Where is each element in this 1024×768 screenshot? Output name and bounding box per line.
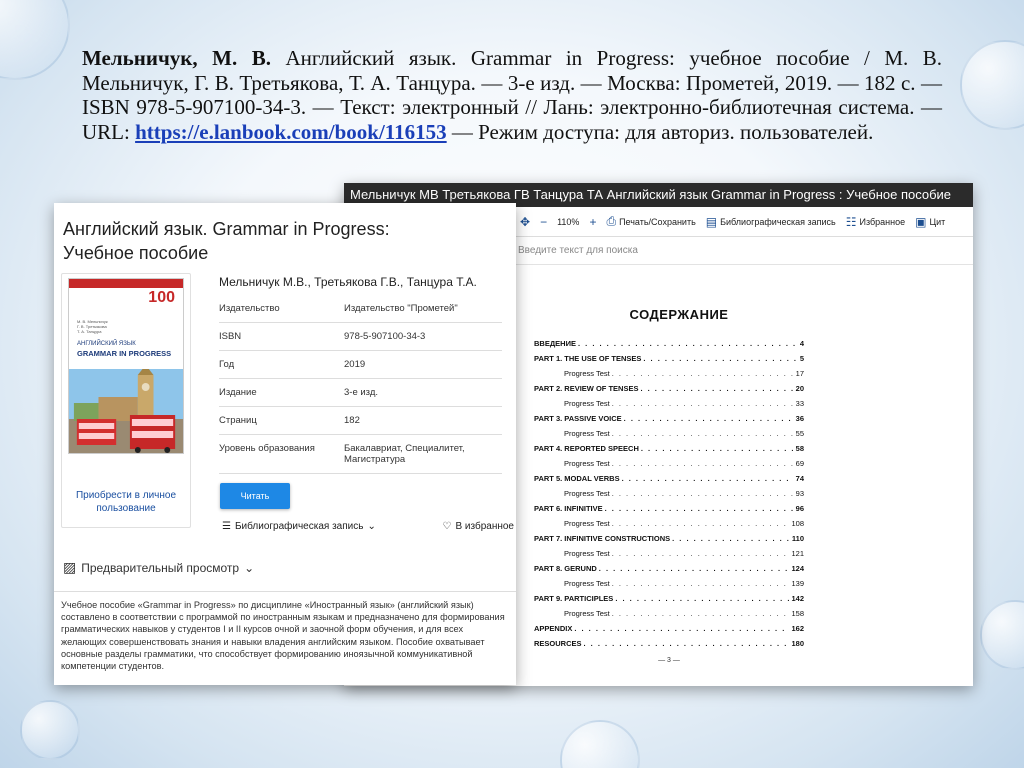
print-button[interactable] (606, 214, 695, 229)
toc-page-ref: 74 (795, 474, 804, 483)
divider (54, 591, 516, 592)
reader-title-bar: Мельничук МВ Третьякова ГВ Танцура ТА Английский язык Grammar in Progress : Учебное пособие (344, 183, 973, 207)
book-card (54, 203, 516, 685)
toc-dots (612, 396, 794, 411)
book-title (63, 217, 390, 265)
toc-row[interactable] (534, 336, 804, 351)
printer-icon: ⎙ (606, 214, 617, 228)
toc-label: PART 7. INFINITIVE CONSTRUCTIONS (534, 534, 671, 543)
toc-page-ref: 121 (791, 549, 804, 558)
toc-row[interactable] (534, 426, 804, 441)
add-favorite-button[interactable] (443, 521, 515, 532)
toc-dots (574, 621, 789, 636)
meta-key: Издание (219, 387, 257, 398)
chevron-down-icon: ⌄ (367, 521, 376, 532)
decor-bubble (980, 600, 1024, 670)
meta-value: 3-е изд. (344, 387, 379, 398)
toc-dots (643, 351, 797, 366)
toc-row[interactable] (534, 456, 804, 471)
toc-page-ref: 4 (799, 339, 804, 348)
meta-value: 978-5-907100-34-3 (344, 331, 426, 342)
book-cover[interactable] (68, 278, 184, 454)
toc-page-ref: 139 (791, 579, 804, 588)
favorite-text: В избранное (455, 521, 514, 532)
list-icon: ☰ (222, 521, 231, 532)
toc-dots (622, 471, 794, 486)
meta-row (219, 407, 502, 435)
cover-badge: 100 (148, 289, 175, 306)
meta-row (219, 323, 502, 351)
toc-page-ref: 158 (791, 609, 804, 618)
meta-row (219, 351, 502, 379)
cover-strip (69, 279, 183, 293)
toc-dots (672, 531, 790, 546)
favorites-button[interactable] (846, 215, 905, 229)
toc-dots (578, 336, 798, 351)
cite-button[interactable] (915, 215, 945, 229)
toc-row[interactable] (534, 546, 804, 561)
cover-author: Г. В. Третьякова (77, 324, 107, 329)
toc-page-ref: 33 (795, 399, 804, 408)
cover-authors (77, 319, 108, 334)
meta-value: Бакалавриат, Специалитет, Магистратура (344, 443, 465, 465)
citation-author: Мельничук, М. В. (82, 46, 271, 70)
meta-value: 182 (344, 415, 360, 426)
toc-label: Progress Test (564, 429, 610, 438)
toc-label: Progress Test (564, 459, 610, 468)
zoom-level: 110% (557, 216, 580, 227)
toc-row[interactable] (534, 516, 804, 531)
toc-page-ref: 58 (795, 444, 804, 453)
zoom-in-icon[interactable]: + (589, 214, 597, 229)
toc-dots (640, 381, 793, 396)
toc-list (534, 336, 804, 651)
toc-page-ref: 93 (795, 489, 804, 498)
meta-key: Страниц (219, 415, 257, 426)
toc-row[interactable] (534, 486, 804, 501)
quote-icon: ▣ (915, 214, 927, 229)
toc-label: APPENDIX (534, 624, 573, 633)
toc-label: PART 2. REVIEW OF TENSES (534, 384, 639, 393)
toc-row[interactable] (534, 561, 804, 576)
cover-title2: GRAMMAR IN PROGRESS (77, 349, 172, 358)
toc-page-ref: 17 (795, 369, 804, 378)
meta-value: 2019 (344, 359, 366, 370)
chevron-down-icon: ⌄ (244, 560, 255, 575)
book-title-line1: Английский язык. Grammar in Progress: (63, 219, 390, 239)
toc-label: Progress Test (564, 399, 610, 408)
toc-dots (599, 561, 790, 576)
toc-label: RESOURCES (534, 639, 582, 648)
citation-text (82, 46, 942, 144)
toc-label: Progress Test (564, 549, 610, 558)
toc-row[interactable] (534, 621, 804, 636)
table-of-contents (534, 307, 804, 664)
toc-row[interactable] (534, 366, 804, 381)
page-number: — 3 — (658, 657, 680, 664)
toc-row[interactable] (534, 411, 804, 426)
book-description: Учебное пособие «Grammar in Progress» по дисциплине «Иностранный язык» (английский язык) составлено в соответствии с программой по иностранным языкам и предназначено для формирования грамматических навыков у студентов I и II курсов очной и заочной форм обучения, и для всех желающих совершенствовать знания и навыки владения английским языком. Пособие охватывает основные разделы грамматики, что способствует формированию иноязычной коммуникативной компетенции студентов. (61, 600, 505, 672)
cover-author: М. В. Мельничук (77, 319, 108, 324)
book-authors: Мельничук М.В., Третьякова Г.В., Танцура Т.А. (219, 275, 477, 289)
buy-link[interactable]: Приобрести в личное пользование (75, 490, 177, 514)
toc-dots (641, 441, 794, 456)
toc-label: ВВЕДЕНИЕ (534, 339, 576, 348)
card-actions (222, 521, 514, 532)
meta-key: Издательство (219, 303, 280, 314)
toc-page-ref: 69 (795, 459, 804, 468)
toc-row[interactable] (534, 531, 804, 546)
toc-page-ref: 162 (791, 624, 804, 633)
bib-record-button[interactable] (706, 215, 836, 229)
toc-page-ref: 55 (795, 429, 804, 438)
toc-row[interactable] (534, 441, 804, 456)
toc-row[interactable] (534, 351, 804, 366)
toc-page-ref: 180 (791, 639, 804, 648)
toc-dots (612, 486, 794, 501)
print-label: Печать/Сохранить (619, 216, 696, 227)
toc-page-ref: 110 (791, 534, 804, 543)
toc-label: PART 9. PARTICIPLES (534, 594, 614, 603)
toc-row[interactable] (534, 606, 804, 621)
toc-page-ref: 36 (795, 414, 804, 423)
bib-record-toggle[interactable] (222, 521, 376, 532)
cover-panel (61, 273, 191, 528)
toc-page-ref: 124 (791, 564, 804, 573)
toc-row[interactable] (534, 501, 804, 516)
toc-row[interactable] (534, 636, 804, 651)
bib-record-text: Библиографическая запись (234, 521, 364, 532)
cover-title1: АНГЛИЙСКИЙ ЯЗЫК (77, 341, 136, 347)
meta-key: ISBN (219, 331, 242, 342)
citation-url-link[interactable]: https://e.lanbook.com/book/116153 (135, 119, 447, 144)
bookmarks-icon: ☷ (845, 214, 857, 229)
toc-page-ref: 20 (795, 384, 804, 393)
favorites-label: Избранное (859, 216, 906, 227)
meta-value: Издательство "Прометей" (344, 303, 458, 314)
cite-label: Цит (929, 216, 946, 227)
toc-label: PART 4. REPORTED SPEECH (534, 444, 639, 453)
heart-icon: ♡ (442, 521, 452, 532)
book-meta-table (219, 295, 502, 474)
toc-page-ref: 5 (799, 354, 804, 363)
toc-dots (612, 516, 790, 531)
preview-toggle[interactable] (63, 559, 254, 576)
image-icon: ▨ (63, 559, 77, 575)
preview-label: Предварительный просмотр (81, 560, 240, 575)
zoom-out-icon[interactable]: − (540, 214, 548, 229)
toc-dots (612, 576, 790, 591)
decor-bubble (0, 0, 70, 80)
toc-row[interactable] (534, 396, 804, 411)
reader-search-input[interactable]: Введите текст для поиска (510, 237, 973, 265)
move-icon[interactable]: ✥ (520, 214, 531, 229)
toc-label: PART 3. PASSIVE VOICE (534, 414, 622, 423)
toc-dots (605, 501, 794, 516)
toc-label: Progress Test (564, 519, 610, 528)
toc-row[interactable] (534, 591, 804, 606)
decor-bubble (20, 700, 80, 760)
book-title-line2: Учебное пособие (63, 243, 209, 263)
toc-label: PART 6. INFINITIVE (534, 504, 603, 513)
toc-label: Progress Test (564, 489, 610, 498)
meta-key: Год (219, 359, 235, 370)
toc-page-ref: 142 (791, 594, 804, 603)
bib-record-label: Библиографическая запись (720, 216, 836, 227)
toc-dots (615, 591, 789, 606)
bookmark-icon: ▤ (705, 214, 718, 229)
read-button[interactable]: Читать (220, 483, 290, 509)
meta-row (219, 435, 502, 474)
toc-label: Progress Test (564, 609, 610, 618)
citation-body: Английский язык. Grammar in Progress: учебное пособие / М. В. Мельничук, Г. В. Третьякова, Т. А. Танцура. — 3-е изд. — Москва: Прометей, 2019. — 182 с. — ISBN 978-5-907100-34-3. — Текст: электронный // Лань: электронно-библиотечная система. — URL: (82, 46, 943, 144)
toc-row[interactable] (534, 471, 804, 486)
toc-label: Progress Test (564, 369, 610, 378)
toc-dots (612, 546, 790, 561)
decor-bubble (560, 720, 640, 768)
cover-strip-text: УЧЕБНОЕ ПОСОБИЕ (75, 288, 116, 293)
cover-london-image (69, 369, 183, 454)
toc-title: СОДЕРЖАНИЕ (629, 307, 729, 322)
toc-row[interactable] (534, 576, 804, 591)
toc-page-ref: 108 (791, 519, 804, 528)
meta-key: Уровень образования (219, 443, 315, 454)
toc-dots (612, 366, 794, 381)
toc-row[interactable] (534, 381, 804, 396)
toc-page-ref: 96 (795, 504, 804, 513)
toc-dots (612, 606, 790, 621)
toc-dots (624, 411, 794, 426)
meta-row (219, 295, 502, 323)
toc-dots (584, 636, 790, 651)
citation-tail: — Режим доступа: для авториз. пользователей. (451, 119, 874, 144)
toc-label: PART 5. MODAL VERBS (534, 474, 620, 483)
meta-row (219, 379, 502, 407)
cover-author: Т. А. Танцура (77, 329, 102, 334)
decor-bubble (960, 40, 1024, 130)
toc-label: Progress Test (564, 579, 610, 588)
toc-dots (612, 456, 794, 471)
toc-dots (612, 426, 794, 441)
toc-label: PART 8. GERUND (534, 564, 597, 573)
toc-label: PART 1. THE USE OF TENSES (534, 354, 642, 363)
